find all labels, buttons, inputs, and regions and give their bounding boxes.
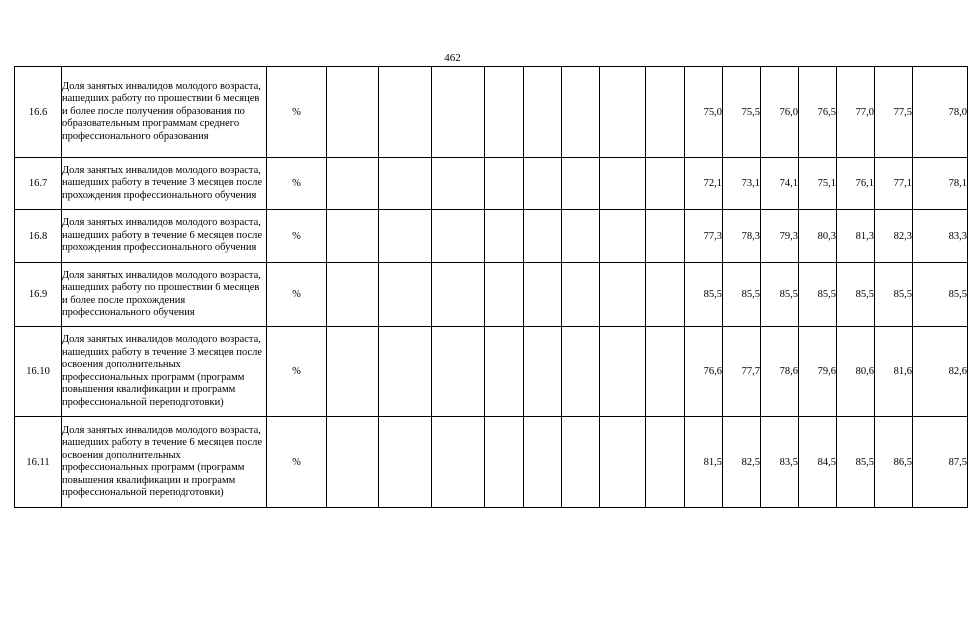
table-row [15,417,968,508]
empty-cell [379,417,432,508]
value-cell: 85,5 [875,263,913,327]
value-cell: 81,6 [875,327,913,417]
row-number: 16.7 [15,158,62,210]
value-cell: 76,0 [761,67,799,158]
value-cell: 78,3 [723,210,761,263]
value-cell: 85,5 [799,263,837,327]
value-cell: 78,1 [913,158,968,210]
value-cell: 75,0 [685,67,723,158]
empty-cell [600,67,646,158]
empty-cell [646,263,685,327]
empty-cell [432,417,485,508]
empty-cell [379,210,432,263]
empty-cell [524,417,562,508]
value-cell: 73,1 [723,158,761,210]
value-cell: 77,5 [875,67,913,158]
indicator-description: Доля занятых инвалидов молодого возраста, нашедших работу в течение 3 месяцев после освоения дополнительных профессиональных программ (программ повышения квалификации и программ профессиональной переподготовки) [62,327,267,417]
value-cell: 85,5 [837,417,875,508]
empty-cell [524,158,562,210]
unit-cell: % [267,158,327,210]
indicator-description: Доля занятых инвалидов молодого возраста, нашедших работу в течение 6 месяцев после прохождения профессионального обучения [62,210,267,263]
indicator-description: Доля занятых инвалидов молодого возраста, нашедших работу по прошествии 6 месяцев и более после прохождения профессионального обучения [62,263,267,327]
value-cell: 83,3 [913,210,968,263]
empty-cell [327,327,379,417]
row-number: 16.11 [15,417,62,508]
value-cell: 83,5 [761,417,799,508]
value-cell: 79,3 [761,210,799,263]
value-cell: 80,3 [799,210,837,263]
empty-cell [600,263,646,327]
value-cell: 81,3 [837,210,875,263]
unit-cell: % [267,67,327,158]
row-number: 16.6 [15,67,62,158]
unit-cell: % [267,417,327,508]
empty-cell [524,327,562,417]
empty-cell [600,210,646,263]
unit-cell: % [267,327,327,417]
empty-cell [327,263,379,327]
value-cell: 75,1 [799,158,837,210]
empty-cell [327,158,379,210]
unit-cell: % [267,263,327,327]
value-cell: 76,5 [799,67,837,158]
value-cell: 85,5 [837,263,875,327]
table-row [15,158,968,210]
value-cell: 76,6 [685,327,723,417]
empty-cell [524,263,562,327]
empty-cell [646,67,685,158]
empty-cell [646,210,685,263]
empty-cell [562,263,600,327]
empty-cell [432,263,485,327]
value-cell: 74,1 [761,158,799,210]
empty-cell [562,210,600,263]
value-cell: 86,5 [875,417,913,508]
value-cell: 78,6 [761,327,799,417]
empty-cell [327,210,379,263]
empty-cell [562,67,600,158]
row-number: 16.10 [15,327,62,417]
empty-cell [327,417,379,508]
empty-cell [327,67,379,158]
empty-cell [562,158,600,210]
table-body [15,67,968,508]
indicators-table [14,66,968,508]
empty-cell [432,327,485,417]
empty-cell [562,327,600,417]
empty-cell [379,327,432,417]
indicator-description: Доля занятых инвалидов молодого возраста, нашедших работу в течение 6 месяцев после освоения дополнительных профессиональных программ (программ повышения квалификации и программ профессиональной переподготовки) [62,417,267,508]
empty-cell [524,67,562,158]
value-cell: 82,5 [723,417,761,508]
value-cell: 87,5 [913,417,968,508]
value-cell: 77,1 [875,158,913,210]
value-cell: 77,0 [837,67,875,158]
row-number: 16.9 [15,263,62,327]
empty-cell [646,158,685,210]
value-cell: 85,5 [723,263,761,327]
row-number: 16.8 [15,210,62,263]
empty-cell [600,417,646,508]
value-cell: 76,1 [837,158,875,210]
indicator-description: Доля занятых инвалидов молодого возраста, нашедших работу по прошествии 6 месяцев и более после получения образования по образовательным программам среднего профессионального образования [62,67,267,158]
indicator-description: Доля занятых инвалидов молодого возраста, нашедших работу в течение 3 месяцев после прохождения профессионального обучения [62,158,267,210]
empty-cell [485,67,524,158]
value-cell: 78,0 [913,67,968,158]
value-cell: 85,5 [685,263,723,327]
value-cell: 85,5 [761,263,799,327]
value-cell: 84,5 [799,417,837,508]
value-cell: 81,5 [685,417,723,508]
empty-cell [485,210,524,263]
empty-cell [600,327,646,417]
table-row [15,67,968,158]
empty-cell [379,158,432,210]
empty-cell [600,158,646,210]
value-cell: 77,3 [685,210,723,263]
value-cell: 82,6 [913,327,968,417]
empty-cell [485,417,524,508]
value-cell: 80,6 [837,327,875,417]
empty-cell [646,327,685,417]
empty-cell [432,210,485,263]
value-cell: 75,5 [723,67,761,158]
empty-cell [485,158,524,210]
empty-cell [485,263,524,327]
table-row [15,263,968,327]
page-number: 462 [444,52,461,64]
value-cell: 77,7 [723,327,761,417]
table-row [15,210,968,263]
empty-cell [646,417,685,508]
empty-cell [432,158,485,210]
value-cell: 72,1 [685,158,723,210]
value-cell: 79,6 [799,327,837,417]
unit-cell: % [267,210,327,263]
empty-cell [379,263,432,327]
value-cell: 85,5 [913,263,968,327]
empty-cell [485,327,524,417]
empty-cell [524,210,562,263]
value-cell: 82,3 [875,210,913,263]
table-row [15,327,968,417]
empty-cell [562,417,600,508]
empty-cell [432,67,485,158]
empty-cell [379,67,432,158]
